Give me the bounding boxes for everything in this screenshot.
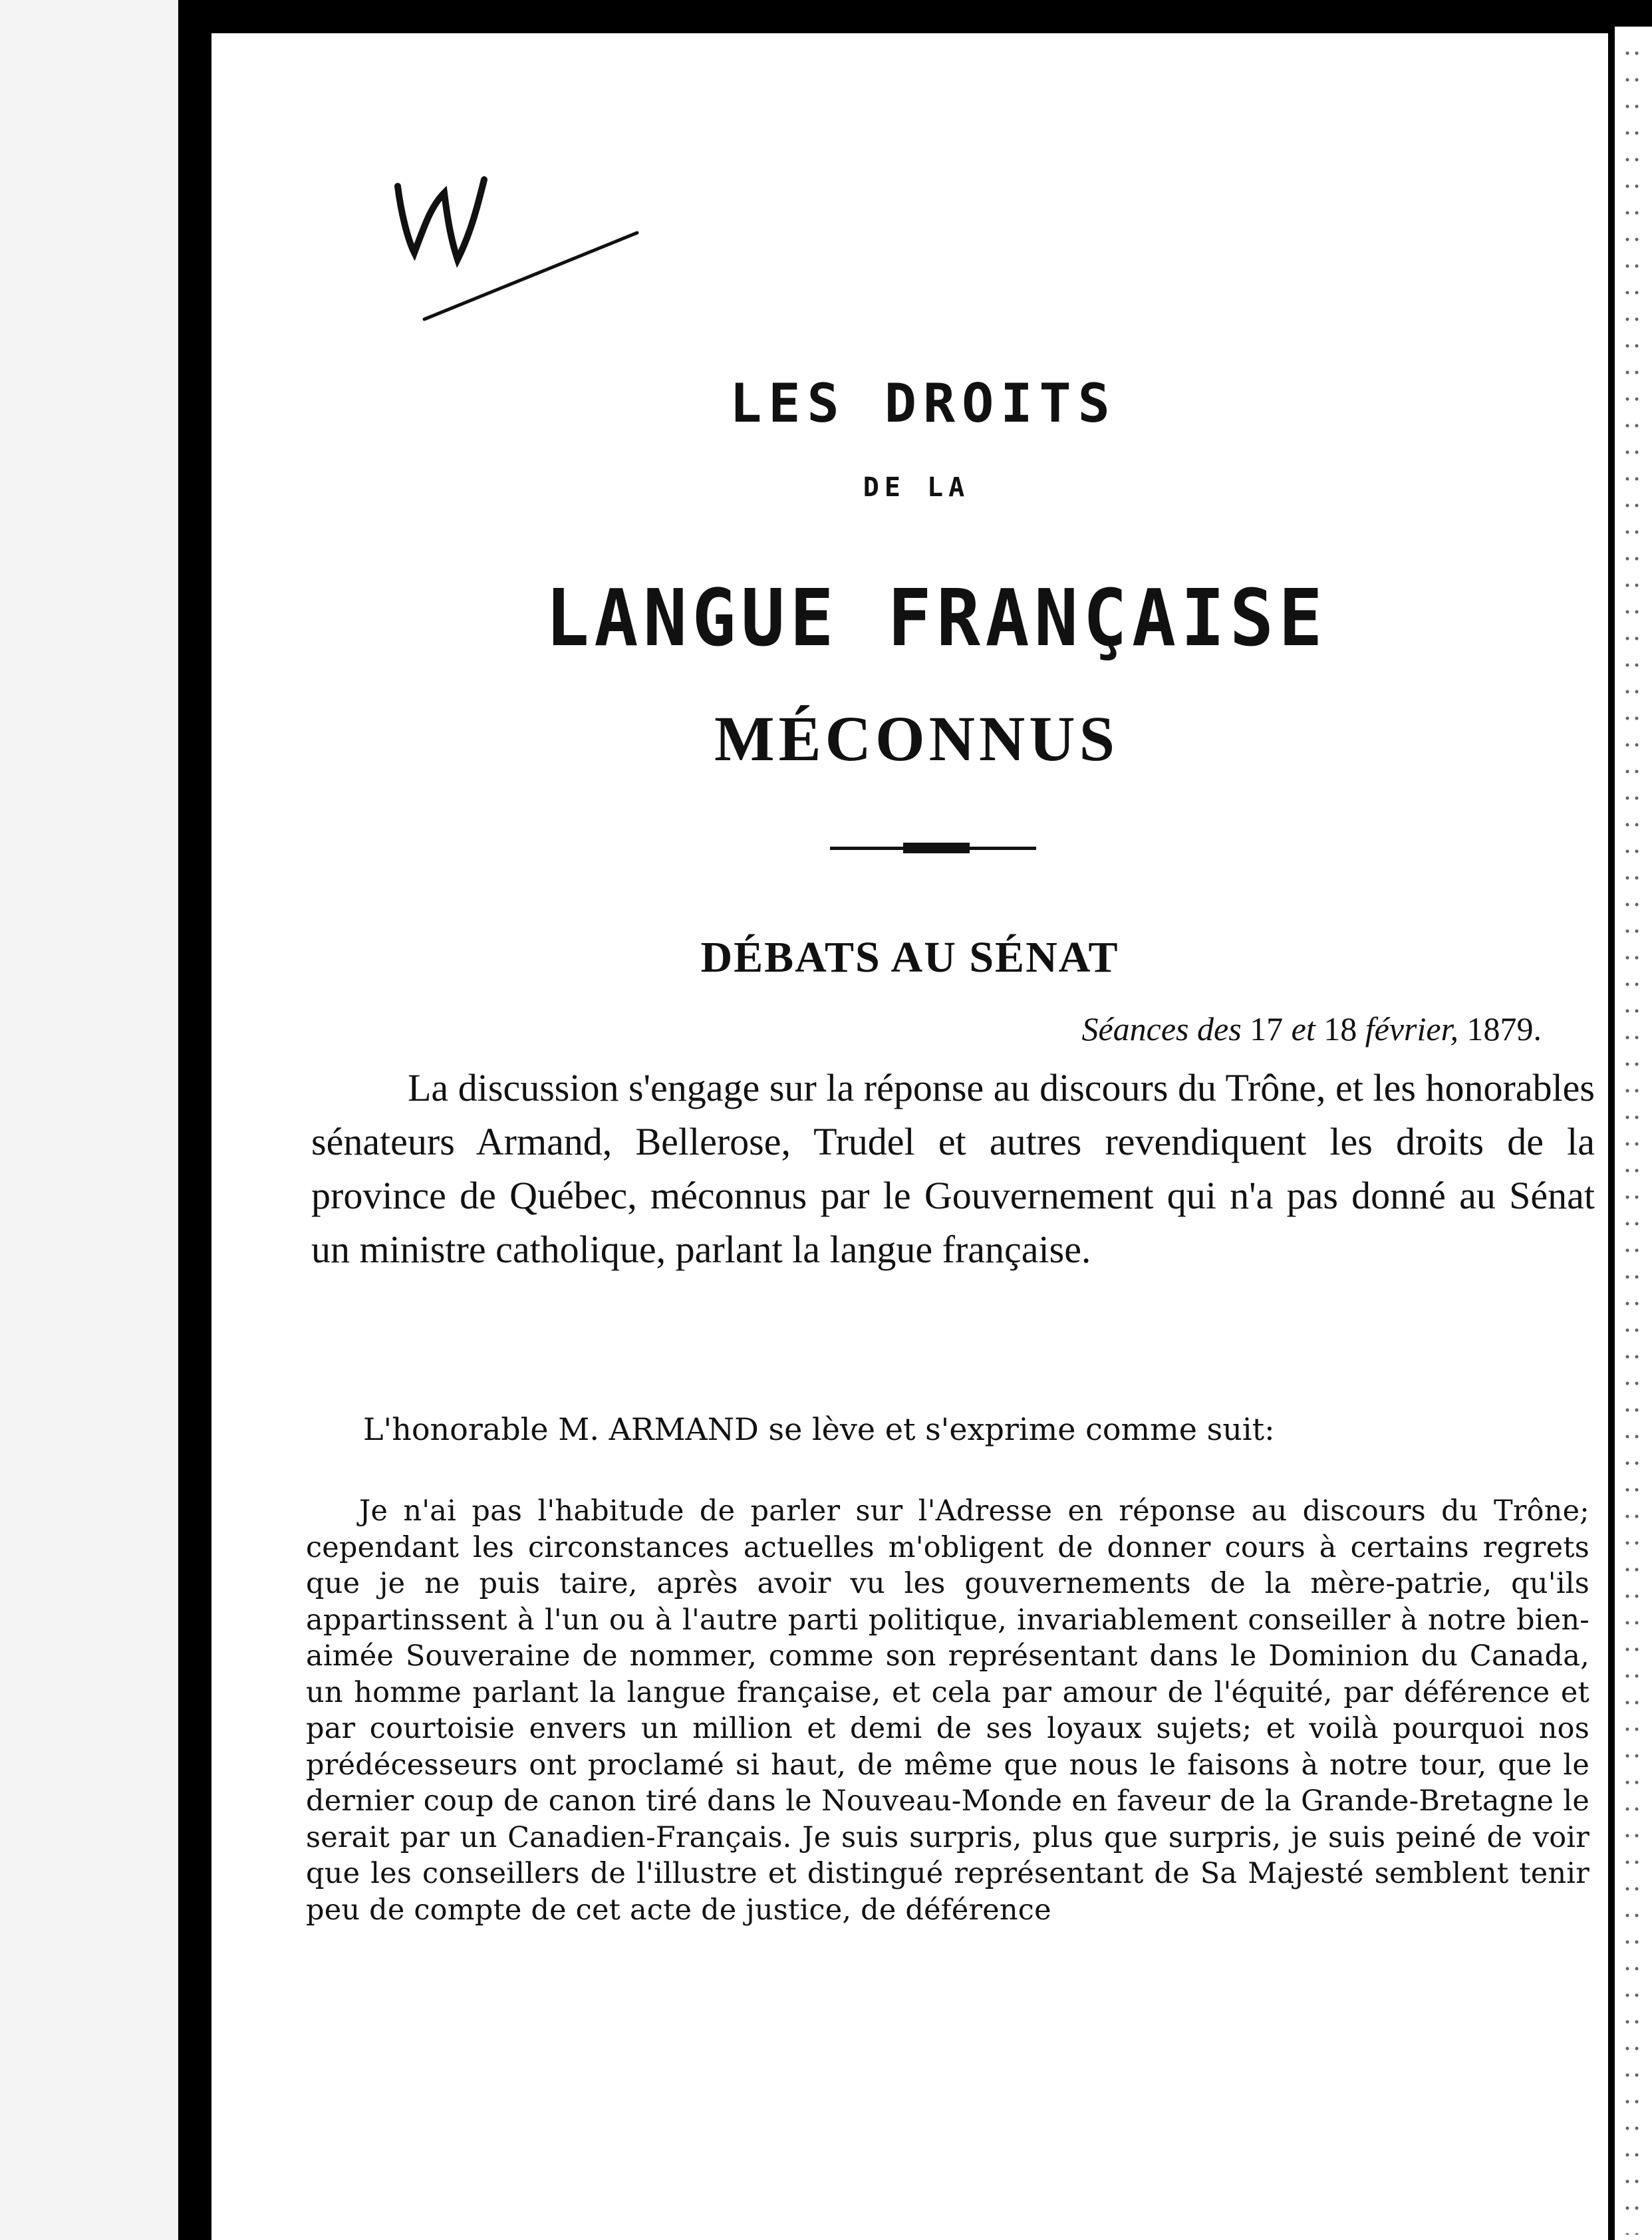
title-line-4: MÉCONNUS	[714, 703, 1119, 774]
title-line-3: LANGUE FRANÇAISE	[545, 572, 1328, 664]
title-line-1: LES DROITS	[730, 372, 1117, 434]
title-line-2: DE LA	[863, 472, 970, 503]
date-year: 1879.	[1466, 1010, 1542, 1048]
speech-paragraph: Je n'ai pas l'habitude de parler sur l'Adresse en réponse au discours du Trône; cependant les circonstances actuelles m'obligent de donner cours à certains regrets que je ne puis taire, après avoir vu les gouvernements de la mère-patrie, qu'ils appartinssent à l'un ou à l'autre parti politique, invariablement conseiller à notre bien-aimée Souveraine de nommer, comme son représentant dans le Dominion du Canada, un homme parlant la langue française, et cela par amour de l'équité, par déférence et par courtoisie envers un million et demi de ses loyaux sujets; et voilà pourquoi nos prédécesseurs ont proclamé si haut, de même que nous le faisons à notre tour, que le dernier coup de canon tiré dans le Nouveau-Monde en faveur de la Grande-Bretagne le serait par un Canadien-Français. Je suis surpris, plus que surpris, je suis peiné de voir que les conseillers de l'illustre et distingué représentant de Sa Majesté semblent tenir peu de compte de cet acte de justice, de déférence	[306, 1494, 1589, 1927]
date-day-1: 17	[1250, 1010, 1284, 1048]
section-subtitle: DÉBATS AU SÉNAT	[700, 933, 1119, 982]
session-date	[1081, 1010, 1542, 1048]
date-day-2: 18	[1323, 1010, 1357, 1048]
speaker-intro: L'honorable M. ARMAND se lève et s'exprime comme suit:	[363, 1411, 1275, 1447]
summary-paragraph: La discussion s'engage sur la réponse au discours du Trône, et les honorables sénateurs Armand, Bellerose, Trudel et autres revendiquent les droits de la province de Québec, méconnus par le Gouvernement qui n'a pas donné au Sénat un ministre catholique, parlant la langue française.	[311, 1066, 1595, 1271]
right-edge-texture	[1623, 40, 1643, 2235]
date-seances: Séances des	[1081, 1010, 1242, 1048]
handwritten-mark-icon	[384, 166, 650, 339]
adjacent-page-strip	[0, 0, 178, 2240]
document-page	[211, 33, 1608, 2240]
page-gutter-shadow	[178, 0, 211, 2240]
date-et: et	[1291, 1010, 1315, 1048]
title-divider-center	[903, 843, 970, 853]
date-month: février,	[1365, 1010, 1458, 1048]
